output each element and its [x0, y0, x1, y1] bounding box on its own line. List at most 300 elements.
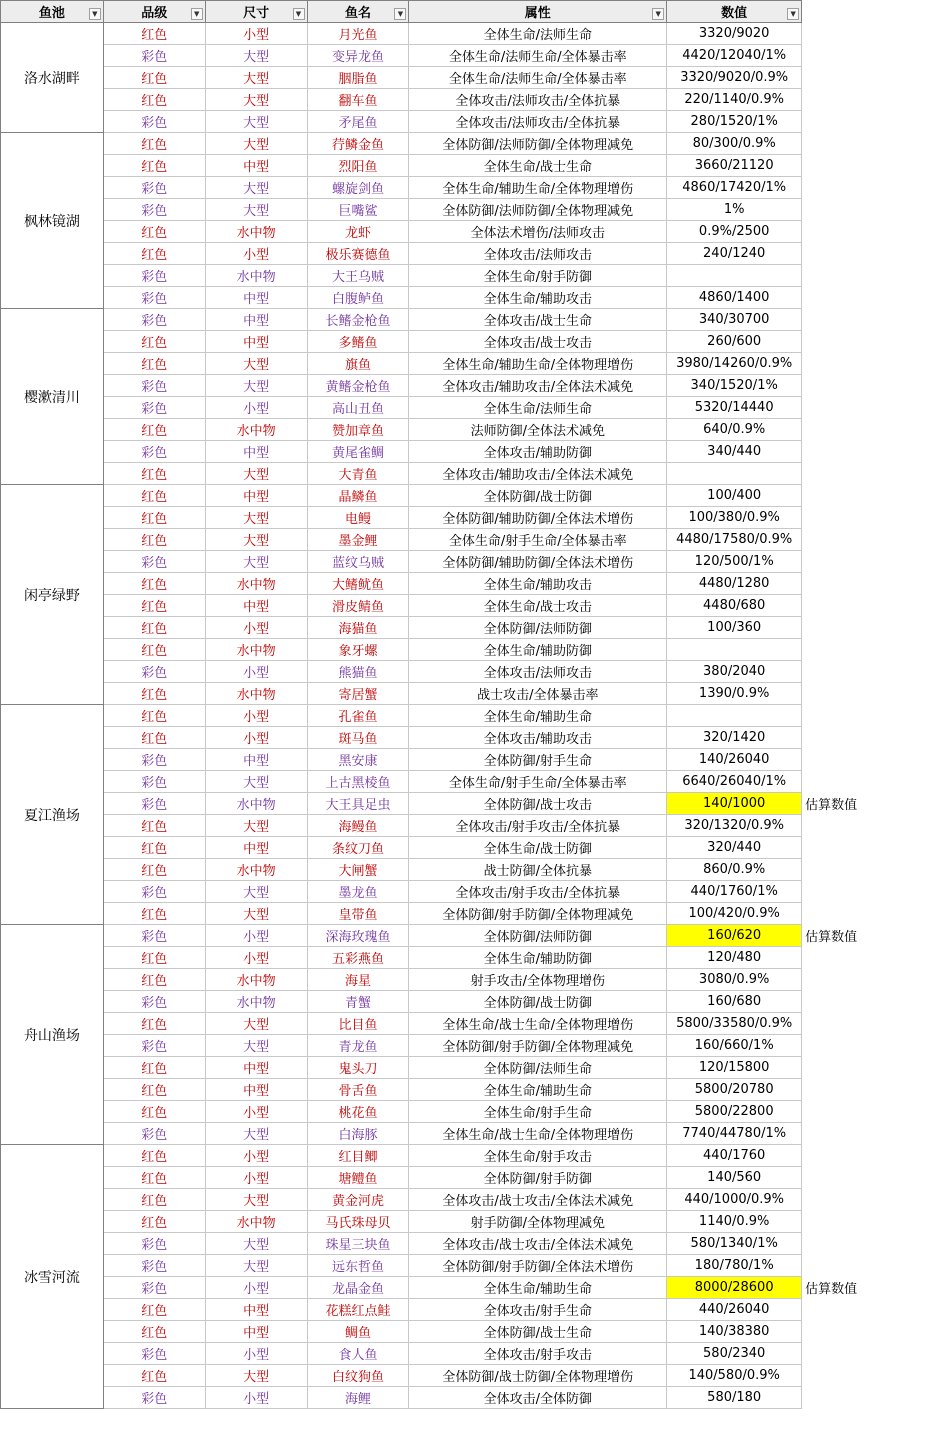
size-cell[interactable]: 水中物: [205, 573, 307, 595]
fish-name-cell[interactable]: 大鳍鱿鱼: [307, 573, 409, 595]
fish-name-cell[interactable]: 螺旋剑鱼: [307, 177, 409, 199]
grade-cell[interactable]: 彩色: [103, 1277, 205, 1299]
size-cell[interactable]: 大型: [205, 89, 307, 111]
attribute-cell[interactable]: 全体生命/辅助生命/全体物理增伤: [409, 353, 667, 375]
value-cell[interactable]: 1140/0.9%: [667, 1211, 802, 1233]
grade-cell[interactable]: 红色: [103, 837, 205, 859]
value-cell[interactable]: 120/480: [667, 947, 802, 969]
attribute-cell[interactable]: 全体生命/辅助防御: [409, 639, 667, 661]
grade-cell[interactable]: 彩色: [103, 1255, 205, 1277]
grade-cell[interactable]: 红色: [103, 815, 205, 837]
fish-name-cell[interactable]: 滑皮鲭鱼: [307, 595, 409, 617]
value-cell[interactable]: 1390/0.9%: [667, 683, 802, 705]
fish-name-cell[interactable]: 深海玫瑰鱼: [307, 925, 409, 947]
grade-cell[interactable]: 红色: [103, 705, 205, 727]
grade-cell[interactable]: 红色: [103, 133, 205, 155]
value-cell[interactable]: 80/300/0.9%: [667, 133, 802, 155]
value-cell[interactable]: 100/400: [667, 485, 802, 507]
fish-name-cell[interactable]: 上古黑棱鱼: [307, 771, 409, 793]
grade-cell[interactable]: 彩色: [103, 1343, 205, 1365]
size-cell[interactable]: 大型: [205, 1233, 307, 1255]
size-cell[interactable]: 中型: [205, 1079, 307, 1101]
size-cell[interactable]: 大型: [205, 881, 307, 903]
pool-name-cell[interactable]: 枫林镜湖: [1, 133, 104, 309]
fish-name-cell[interactable]: 马氏珠母贝: [307, 1211, 409, 1233]
attribute-cell[interactable]: 全体生命/辅助攻击: [409, 287, 667, 309]
size-cell[interactable]: 小型: [205, 617, 307, 639]
attribute-cell[interactable]: 全体生命/法师生命/全体暴击率: [409, 67, 667, 89]
grade-cell[interactable]: 彩色: [103, 309, 205, 331]
attribute-cell[interactable]: 全体防御/射手生命: [409, 749, 667, 771]
fish-name-cell[interactable]: 塘鳢鱼: [307, 1167, 409, 1189]
fish-name-cell[interactable]: 大青鱼: [307, 463, 409, 485]
grade-cell[interactable]: 红色: [103, 1057, 205, 1079]
value-cell[interactable]: 8000/28600: [667, 1277, 802, 1299]
size-cell[interactable]: 小型: [205, 947, 307, 969]
value-cell[interactable]: 3660/21120: [667, 155, 802, 177]
size-cell[interactable]: 中型: [205, 1321, 307, 1343]
fish-name-cell[interactable]: 食人鱼: [307, 1343, 409, 1365]
fish-name-cell[interactable]: 烈阳鱼: [307, 155, 409, 177]
size-cell[interactable]: 水中物: [205, 221, 307, 243]
fish-name-cell[interactable]: 海鲤: [307, 1387, 409, 1409]
fish-name-cell[interactable]: 珠星三块鱼: [307, 1233, 409, 1255]
header-grade[interactable]: [103, 1, 205, 23]
value-cell[interactable]: 160/680: [667, 991, 802, 1013]
value-cell[interactable]: 860/0.9%: [667, 859, 802, 881]
value-cell[interactable]: 100/380/0.9%: [667, 507, 802, 529]
size-cell[interactable]: 中型: [205, 441, 307, 463]
grade-cell[interactable]: 红色: [103, 1299, 205, 1321]
value-cell[interactable]: 280/1520/1%: [667, 111, 802, 133]
attribute-cell[interactable]: 全体防御/辅助防御/全体法术增伤: [409, 507, 667, 529]
value-cell[interactable]: 4420/12040/1%: [667, 45, 802, 67]
value-cell[interactable]: 4480/17580/0.9%: [667, 529, 802, 551]
size-cell[interactable]: 小型: [205, 1167, 307, 1189]
grade-cell[interactable]: 红色: [103, 89, 205, 111]
fish-name-cell[interactable]: 黄金河虎: [307, 1189, 409, 1211]
attribute-cell[interactable]: 全体攻击/法师攻击/全体抗暴: [409, 111, 667, 133]
size-cell[interactable]: 水中物: [205, 793, 307, 815]
fish-name-cell[interactable]: 海鳗鱼: [307, 815, 409, 837]
attribute-cell[interactable]: 全体生命/射手生命/全体暴击率: [409, 771, 667, 793]
attribute-cell[interactable]: 全体防御/法师生命: [409, 1057, 667, 1079]
attribute-cell[interactable]: 全体攻击/战士攻击/全体法术减免: [409, 1233, 667, 1255]
size-cell[interactable]: 大型: [205, 1013, 307, 1035]
value-cell[interactable]: 580/2340: [667, 1343, 802, 1365]
attribute-cell[interactable]: 全体防御/战士生命: [409, 1321, 667, 1343]
value-cell[interactable]: 100/420/0.9%: [667, 903, 802, 925]
attribute-cell[interactable]: 战士防御/全体抗暴: [409, 859, 667, 881]
value-cell[interactable]: 4480/1280: [667, 573, 802, 595]
fish-name-cell[interactable]: 墨金鲤: [307, 529, 409, 551]
value-cell[interactable]: 3980/14260/0.9%: [667, 353, 802, 375]
value-cell[interactable]: 340/1520/1%: [667, 375, 802, 397]
size-cell[interactable]: 大型: [205, 815, 307, 837]
fish-name-cell[interactable]: 白纹狗鱼: [307, 1365, 409, 1387]
grade-cell[interactable]: 彩色: [103, 375, 205, 397]
attribute-cell[interactable]: 全体攻击/法师攻击: [409, 243, 667, 265]
grade-cell[interactable]: 红色: [103, 1365, 205, 1387]
attribute-cell[interactable]: 全体防御/射手防御/全体物理减免: [409, 903, 667, 925]
attribute-cell[interactable]: 全体生命/辅助防御: [409, 947, 667, 969]
grade-cell[interactable]: 彩色: [103, 177, 205, 199]
attribute-cell[interactable]: 全体攻击/射手攻击/全体抗暴: [409, 881, 667, 903]
grade-cell[interactable]: 红色: [103, 419, 205, 441]
pool-name-cell[interactable]: 闲亭绿野: [1, 485, 104, 705]
attribute-cell[interactable]: 全体防御/法师防御: [409, 925, 667, 947]
value-cell[interactable]: 320/1420: [667, 727, 802, 749]
attribute-cell[interactable]: 全体生命/辅助生命/全体物理增伤: [409, 177, 667, 199]
size-cell[interactable]: 中型: [205, 287, 307, 309]
attribute-cell[interactable]: 全体防御/法师防御/全体物理减免: [409, 133, 667, 155]
size-cell[interactable]: 水中物: [205, 859, 307, 881]
attribute-cell[interactable]: 全体法术增伤/法师攻击: [409, 221, 667, 243]
size-cell[interactable]: 大型: [205, 133, 307, 155]
value-cell[interactable]: 3320/9020/0.9%: [667, 67, 802, 89]
grade-cell[interactable]: 红色: [103, 463, 205, 485]
fish-name-cell[interactable]: 桃花鱼: [307, 1101, 409, 1123]
grade-cell[interactable]: 红色: [103, 485, 205, 507]
value-cell[interactable]: 140/560: [667, 1167, 802, 1189]
fish-name-cell[interactable]: 赞加章鱼: [307, 419, 409, 441]
size-cell[interactable]: 小型: [205, 243, 307, 265]
grade-cell[interactable]: 彩色: [103, 1123, 205, 1145]
pool-name-cell[interactable]: 洛水湖畔: [1, 23, 104, 133]
fish-name-cell[interactable]: 海猫鱼: [307, 617, 409, 639]
attribute-cell[interactable]: 全体攻击/法师攻击/全体抗暴: [409, 89, 667, 111]
fish-name-cell[interactable]: 翻车鱼: [307, 89, 409, 111]
grade-cell[interactable]: 彩色: [103, 881, 205, 903]
size-cell[interactable]: 小型: [205, 397, 307, 419]
size-cell[interactable]: 大型: [205, 353, 307, 375]
size-cell[interactable]: 大型: [205, 177, 307, 199]
fish-name-cell[interactable]: 海星: [307, 969, 409, 991]
value-cell[interactable]: 140/1000: [667, 793, 802, 815]
attribute-cell[interactable]: 全体防御/战士防御/全体物理增伤: [409, 1365, 667, 1387]
size-cell[interactable]: 水中物: [205, 991, 307, 1013]
fish-name-cell[interactable]: 白海豚: [307, 1123, 409, 1145]
attribute-cell[interactable]: 全体攻击/射手攻击: [409, 1343, 667, 1365]
fish-name-cell[interactable]: 龙虾: [307, 221, 409, 243]
attribute-cell[interactable]: 全体防御/辅助防御/全体法术增伤: [409, 551, 667, 573]
grade-cell[interactable]: 彩色: [103, 991, 205, 1013]
size-cell[interactable]: 大型: [205, 67, 307, 89]
fish-name-cell[interactable]: 青蟹: [307, 991, 409, 1013]
value-cell[interactable]: 440/1760/1%: [667, 881, 802, 903]
grade-cell[interactable]: 红色: [103, 639, 205, 661]
fish-name-cell[interactable]: 花糕红点鲑: [307, 1299, 409, 1321]
grade-cell[interactable]: 红色: [103, 221, 205, 243]
fish-name-cell[interactable]: 黑安康: [307, 749, 409, 771]
attribute-cell[interactable]: 全体生命/战士生命: [409, 155, 667, 177]
fish-name-cell[interactable]: 远东哲鱼: [307, 1255, 409, 1277]
size-cell[interactable]: 中型: [205, 595, 307, 617]
size-cell[interactable]: 大型: [205, 1189, 307, 1211]
fish-name-cell[interactable]: 巨嘴鲨: [307, 199, 409, 221]
grade-cell[interactable]: 彩色: [103, 441, 205, 463]
fish-name-cell[interactable]: 蓝纹乌贼: [307, 551, 409, 573]
attribute-cell[interactable]: 全体防御/射手防御/全体物理减免: [409, 1035, 667, 1057]
value-cell[interactable]: 220/1140/0.9%: [667, 89, 802, 111]
value-cell[interactable]: 5320/14440: [667, 397, 802, 419]
value-cell[interactable]: 140/38380: [667, 1321, 802, 1343]
fish-name-cell[interactable]: 变异龙鱼: [307, 45, 409, 67]
fish-name-cell[interactable]: 鬼头刀: [307, 1057, 409, 1079]
size-cell[interactable]: 大型: [205, 551, 307, 573]
fish-name-cell[interactable]: 鲷鱼: [307, 1321, 409, 1343]
attribute-cell[interactable]: 全体防御/射手防御: [409, 1167, 667, 1189]
attribute-cell[interactable]: 全体防御/射手防御/全体法术增伤: [409, 1255, 667, 1277]
fish-name-cell[interactable]: 大王具足虫: [307, 793, 409, 815]
value-cell[interactable]: 4860/17420/1%: [667, 177, 802, 199]
grade-cell[interactable]: 红色: [103, 1211, 205, 1233]
fish-name-cell[interactable]: 黄鳍金枪鱼: [307, 375, 409, 397]
size-cell[interactable]: 小型: [205, 661, 307, 683]
size-cell[interactable]: 水中物: [205, 683, 307, 705]
header-value[interactable]: [667, 1, 802, 23]
size-cell[interactable]: 中型: [205, 1299, 307, 1321]
grade-cell[interactable]: 红色: [103, 529, 205, 551]
fish-name-cell[interactable]: 长鳍金枪鱼: [307, 309, 409, 331]
header-attr[interactable]: [409, 1, 667, 23]
value-cell[interactable]: 320/440: [667, 837, 802, 859]
fish-name-cell[interactable]: 寄居蟹: [307, 683, 409, 705]
grade-cell[interactable]: 红色: [103, 67, 205, 89]
fish-name-cell[interactable]: 墨龙鱼: [307, 881, 409, 903]
attribute-cell[interactable]: 全体防御/战士攻击: [409, 793, 667, 815]
value-cell[interactable]: 140/580/0.9%: [667, 1365, 802, 1387]
grade-cell[interactable]: 红色: [103, 507, 205, 529]
fish-name-cell[interactable]: 胭脂鱼: [307, 67, 409, 89]
attribute-cell[interactable]: 全体生命/法师生命: [409, 23, 667, 45]
size-cell[interactable]: 中型: [205, 485, 307, 507]
grade-cell[interactable]: 彩色: [103, 749, 205, 771]
fish-name-cell[interactable]: 旗鱼: [307, 353, 409, 375]
grade-cell[interactable]: 红色: [103, 23, 205, 45]
grade-cell[interactable]: 红色: [103, 1079, 205, 1101]
grade-cell[interactable]: 红色: [103, 969, 205, 991]
value-cell[interactable]: [667, 705, 802, 727]
grade-cell[interactable]: 彩色: [103, 199, 205, 221]
fish-name-cell[interactable]: 黄尾雀鲷: [307, 441, 409, 463]
attribute-cell[interactable]: 法师防御/全体法术减免: [409, 419, 667, 441]
value-cell[interactable]: 340/30700: [667, 309, 802, 331]
value-cell[interactable]: 340/440: [667, 441, 802, 463]
value-cell[interactable]: 3080/0.9%: [667, 969, 802, 991]
attribute-cell[interactable]: 射手防御/全体物理减免: [409, 1211, 667, 1233]
filter-dropdown-icon[interactable]: ▼: [652, 8, 664, 20]
attribute-cell[interactable]: 全体防御/法师防御: [409, 617, 667, 639]
value-cell[interactable]: 120/15800: [667, 1057, 802, 1079]
header-pool[interactable]: [1, 1, 104, 23]
attribute-cell[interactable]: 全体生命/辅助生命: [409, 1277, 667, 1299]
value-cell[interactable]: 160/620: [667, 925, 802, 947]
value-cell[interactable]: 5800/22800: [667, 1101, 802, 1123]
value-cell[interactable]: 0.9%/2500: [667, 221, 802, 243]
grade-cell[interactable]: 红色: [103, 1189, 205, 1211]
value-cell[interactable]: 4860/1400: [667, 287, 802, 309]
attribute-cell[interactable]: 全体攻击/战士攻击/全体法术减免: [409, 1189, 667, 1211]
attribute-cell[interactable]: 全体攻击/射手攻击/全体抗暴: [409, 815, 667, 837]
attribute-cell[interactable]: 全体生命/战士生命/全体物理增伤: [409, 1123, 667, 1145]
size-cell[interactable]: 中型: [205, 331, 307, 353]
grade-cell[interactable]: 红色: [103, 1321, 205, 1343]
value-cell[interactable]: 440/1760: [667, 1145, 802, 1167]
attribute-cell[interactable]: 全体生命/法师生命/全体暴击率: [409, 45, 667, 67]
value-cell[interactable]: 640/0.9%: [667, 419, 802, 441]
pool-name-cell[interactable]: 樱漱清川: [1, 309, 104, 485]
value-cell[interactable]: 440/1000/0.9%: [667, 1189, 802, 1211]
fish-name-cell[interactable]: 条纹刀鱼: [307, 837, 409, 859]
attribute-cell[interactable]: 全体攻击/辅助防御: [409, 441, 667, 463]
fish-name-cell[interactable]: 大王乌贼: [307, 265, 409, 287]
grade-cell[interactable]: 红色: [103, 683, 205, 705]
grade-cell[interactable]: 彩色: [103, 397, 205, 419]
attribute-cell[interactable]: 全体生命/射手生命/全体暴击率: [409, 529, 667, 551]
size-cell[interactable]: 水中物: [205, 419, 307, 441]
size-cell[interactable]: 水中物: [205, 639, 307, 661]
attribute-cell[interactable]: 全体攻击/全体防御: [409, 1387, 667, 1409]
attribute-cell[interactable]: 全体攻击/辅助攻击/全体法术减免: [409, 375, 667, 397]
attribute-cell[interactable]: 射手攻击/全体物理增伤: [409, 969, 667, 991]
attribute-cell[interactable]: 全体攻击/辅助攻击: [409, 727, 667, 749]
grade-cell[interactable]: 彩色: [103, 1387, 205, 1409]
attribute-cell[interactable]: 全体生命/射手防御: [409, 265, 667, 287]
value-cell[interactable]: 4480/680: [667, 595, 802, 617]
grade-cell[interactable]: 彩色: [103, 265, 205, 287]
fish-name-cell[interactable]: 龙晶金鱼: [307, 1277, 409, 1299]
grade-cell[interactable]: 红色: [103, 1013, 205, 1035]
size-cell[interactable]: 中型: [205, 837, 307, 859]
size-cell[interactable]: 小型: [205, 1387, 307, 1409]
fish-name-cell[interactable]: 象牙螺: [307, 639, 409, 661]
grade-cell[interactable]: 彩色: [103, 661, 205, 683]
grade-cell[interactable]: 红色: [103, 947, 205, 969]
value-cell[interactable]: 5800/33580/0.9%: [667, 1013, 802, 1035]
fish-name-cell[interactable]: 红目鲫: [307, 1145, 409, 1167]
value-cell[interactable]: 100/360: [667, 617, 802, 639]
grade-cell[interactable]: 彩色: [103, 287, 205, 309]
size-cell[interactable]: 大型: [205, 199, 307, 221]
filter-dropdown-icon[interactable]: ▼: [89, 8, 101, 20]
value-cell[interactable]: 5800/20780: [667, 1079, 802, 1101]
value-cell[interactable]: 180/780/1%: [667, 1255, 802, 1277]
value-cell[interactable]: 120/500/1%: [667, 551, 802, 573]
fish-name-cell[interactable]: 五彩燕鱼: [307, 947, 409, 969]
header-name[interactable]: [307, 1, 409, 23]
size-cell[interactable]: 大型: [205, 507, 307, 529]
value-cell[interactable]: 580/1340/1%: [667, 1233, 802, 1255]
size-cell[interactable]: 水中物: [205, 1211, 307, 1233]
value-cell[interactable]: 440/26040: [667, 1299, 802, 1321]
grade-cell[interactable]: 红色: [103, 1101, 205, 1123]
fish-name-cell[interactable]: 月光鱼: [307, 23, 409, 45]
value-cell[interactable]: 7740/44780/1%: [667, 1123, 802, 1145]
header-size[interactable]: [205, 1, 307, 23]
attribute-cell[interactable]: 全体攻击/射手生命: [409, 1299, 667, 1321]
grade-cell[interactable]: 红色: [103, 1167, 205, 1189]
fish-name-cell[interactable]: 白腹鲈鱼: [307, 287, 409, 309]
attribute-cell[interactable]: 全体攻击/法师攻击: [409, 661, 667, 683]
attribute-cell[interactable]: 全体生命/战士攻击: [409, 595, 667, 617]
fish-name-cell[interactable]: 多鳍鱼: [307, 331, 409, 353]
attribute-cell[interactable]: 全体防御/战士防御: [409, 485, 667, 507]
size-cell[interactable]: 小型: [205, 1145, 307, 1167]
fish-name-cell[interactable]: 孔雀鱼: [307, 705, 409, 727]
size-cell[interactable]: 小型: [205, 1343, 307, 1365]
grade-cell[interactable]: 红色: [103, 353, 205, 375]
fish-name-cell[interactable]: 青龙鱼: [307, 1035, 409, 1057]
grade-cell[interactable]: 红色: [103, 727, 205, 749]
grade-cell[interactable]: 彩色: [103, 111, 205, 133]
size-cell[interactable]: 中型: [205, 749, 307, 771]
fish-name-cell[interactable]: 皇带鱼: [307, 903, 409, 925]
grade-cell[interactable]: 彩色: [103, 551, 205, 573]
attribute-cell[interactable]: 全体攻击/辅助攻击/全体法术减免: [409, 463, 667, 485]
attribute-cell[interactable]: 全体生命/战士防御: [409, 837, 667, 859]
size-cell[interactable]: 中型: [205, 155, 307, 177]
grade-cell[interactable]: 彩色: [103, 793, 205, 815]
grade-cell[interactable]: 红色: [103, 617, 205, 639]
grade-cell[interactable]: 彩色: [103, 925, 205, 947]
grade-cell[interactable]: 红色: [103, 903, 205, 925]
value-cell[interactable]: [667, 639, 802, 661]
size-cell[interactable]: 水中物: [205, 969, 307, 991]
grade-cell[interactable]: 红色: [103, 1145, 205, 1167]
size-cell[interactable]: 大型: [205, 903, 307, 925]
attribute-cell[interactable]: 全体生命/辅助生命: [409, 1079, 667, 1101]
value-cell[interactable]: [667, 463, 802, 485]
size-cell[interactable]: 大型: [205, 529, 307, 551]
size-cell[interactable]: 小型: [205, 705, 307, 727]
attribute-cell[interactable]: 全体防御/法师防御/全体物理减免: [409, 199, 667, 221]
filter-dropdown-icon[interactable]: ▼: [787, 8, 799, 20]
grade-cell[interactable]: 彩色: [103, 1233, 205, 1255]
grade-cell[interactable]: 红色: [103, 595, 205, 617]
value-cell[interactable]: 380/2040: [667, 661, 802, 683]
filter-dropdown-icon[interactable]: ▼: [293, 8, 305, 20]
size-cell[interactable]: 水中物: [205, 265, 307, 287]
value-cell[interactable]: 160/660/1%: [667, 1035, 802, 1057]
filter-dropdown-icon[interactable]: ▼: [394, 8, 406, 20]
fish-name-cell[interactable]: 荇鳞金鱼: [307, 133, 409, 155]
grade-cell[interactable]: 红色: [103, 859, 205, 881]
attribute-cell[interactable]: 全体攻击/战士生命: [409, 309, 667, 331]
attribute-cell[interactable]: 全体生命/射手攻击: [409, 1145, 667, 1167]
fish-name-cell[interactable]: 极乐赛德鱼: [307, 243, 409, 265]
value-cell[interactable]: 6640/26040/1%: [667, 771, 802, 793]
fish-name-cell[interactable]: 斑马鱼: [307, 727, 409, 749]
fish-name-cell[interactable]: 电鳗: [307, 507, 409, 529]
size-cell[interactable]: 小型: [205, 1277, 307, 1299]
size-cell[interactable]: 大型: [205, 771, 307, 793]
value-cell[interactable]: 1%: [667, 199, 802, 221]
size-cell[interactable]: 大型: [205, 1123, 307, 1145]
value-cell[interactable]: 580/180: [667, 1387, 802, 1409]
size-cell[interactable]: 大型: [205, 45, 307, 67]
fish-name-cell[interactable]: 高山丑鱼: [307, 397, 409, 419]
size-cell[interactable]: 中型: [205, 1057, 307, 1079]
attribute-cell[interactable]: 全体生命/辅助生命: [409, 705, 667, 727]
pool-name-cell[interactable]: 冰雪河流: [1, 1145, 104, 1409]
filter-dropdown-icon[interactable]: ▼: [191, 8, 203, 20]
grade-cell[interactable]: 红色: [103, 155, 205, 177]
size-cell[interactable]: 大型: [205, 375, 307, 397]
grade-cell[interactable]: 彩色: [103, 1035, 205, 1057]
size-cell[interactable]: 大型: [205, 1365, 307, 1387]
attribute-cell[interactable]: 全体攻击/战士攻击: [409, 331, 667, 353]
